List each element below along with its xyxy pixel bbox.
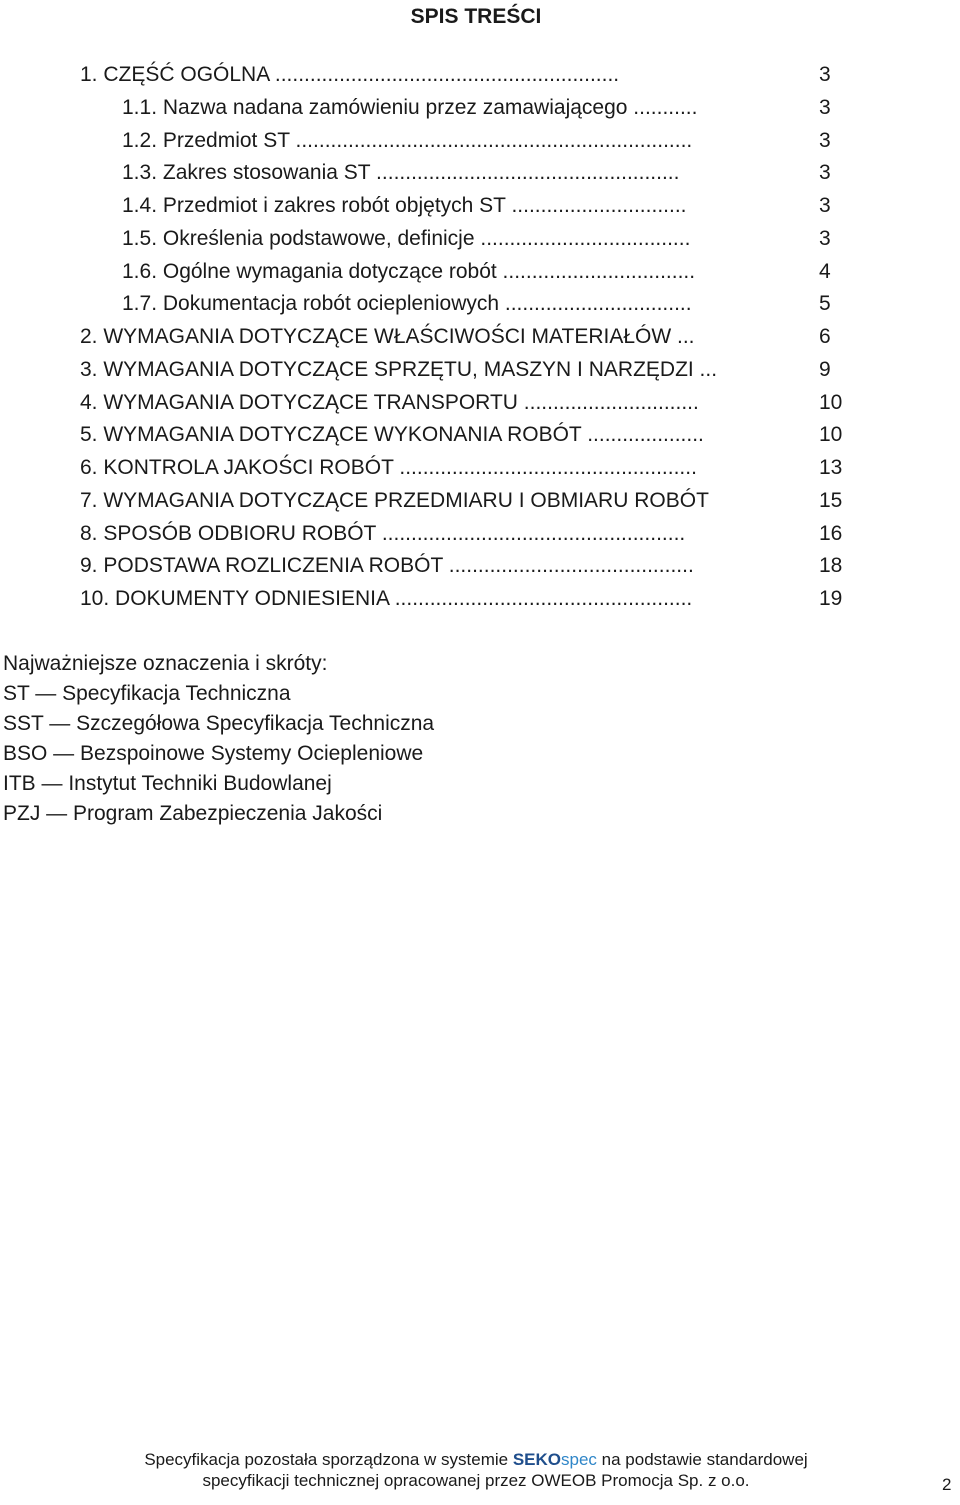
abbreviation-item: BSO — Bezspoinowe Systemy Ociepleniowe xyxy=(3,742,424,765)
page-footer xyxy=(0,1449,952,1491)
toc-entry-page: 18 xyxy=(819,554,843,577)
toc-entry-page: 6 xyxy=(819,325,831,348)
toc-entry[interactable] xyxy=(80,552,859,580)
toc-entry-label: 1.7. Dokumentacja robót ociepleniowych ................................ xyxy=(122,292,692,315)
toc-entry-label: 3. WYMAGANIA DOTYCZĄCE SPRZĘTU, MASZYN I NARZĘDZI ... xyxy=(80,358,718,381)
toc-entry-label: 1.5. Określenia podstawowe, definicje .................................... xyxy=(122,227,691,250)
brand-logo-spec: spec xyxy=(561,1450,597,1469)
page-title: SPIS TREŚCI xyxy=(410,5,542,28)
toc-entry-page: 3 xyxy=(819,194,831,217)
toc-entry[interactable] xyxy=(80,61,859,89)
toc-entry-label: 1.4. Przedmiot i zakres robót objętych ST .............................. xyxy=(122,194,687,217)
toc-entry-page: 9 xyxy=(819,358,831,381)
toc-entry-label: 1.3. Zakres stosowania ST .................................................... xyxy=(122,161,680,184)
toc-entry-label: 1.1. Nazwa nadana zamówieniu przez zamawiającego ........... xyxy=(122,96,698,119)
toc-entry[interactable] xyxy=(80,323,859,351)
toc-entry-page: 10 xyxy=(819,391,843,414)
toc-entry[interactable] xyxy=(80,454,859,482)
toc-entry-page: 13 xyxy=(819,456,843,479)
abbreviation-item: ST — Specyfikacja Techniczna xyxy=(3,682,291,705)
toc-entry[interactable] xyxy=(80,356,859,384)
abbreviations-section xyxy=(3,649,903,829)
toc-entry[interactable] xyxy=(80,389,859,417)
toc-entry-label: 2. WYMAGANIA DOTYCZĄCE WŁAŚCIWOŚCI MATERIAŁÓW ... xyxy=(80,325,695,348)
toc-entry[interactable] xyxy=(122,159,859,187)
abbreviation-item: SST — Szczegółowa Specyfikacja Techniczna xyxy=(3,712,435,735)
abbreviations-heading: Najważniejsze oznaczenia i skróty: xyxy=(3,652,328,675)
footer-line-2: specyfikacji technicznej opracowanej przez OWEOB Promocja Sp. z o.o. xyxy=(202,1471,750,1490)
toc-entry-page: 3 xyxy=(819,63,831,86)
toc-entry-label: 6. KONTROLA JAKOŚCI ROBÓT ................................................... xyxy=(80,456,697,479)
toc-entry-page: 5 xyxy=(819,292,831,315)
toc-entry[interactable] xyxy=(80,585,859,613)
toc-entry-label: 10. DOKUMENTY ODNIESIENIA ................................................... xyxy=(80,587,693,610)
footer-text-after-brand: na podstawie standardowej xyxy=(596,1450,808,1469)
toc-entry-label: 8. SPOSÓB ODBIORU ROBÓT .................................................... xyxy=(80,522,686,545)
footer-line-1 xyxy=(0,1449,952,1470)
toc-entry-page: 3 xyxy=(819,227,831,250)
toc-entry-page: 15 xyxy=(819,489,843,512)
page-number: 2 xyxy=(942,1475,952,1494)
toc-entry-label: 4. WYMAGANIA DOTYCZĄCE TRANSPORTU .............................. xyxy=(80,391,699,414)
toc-entry[interactable] xyxy=(122,225,859,253)
abbreviation-item: ITB — Instytut Techniki Budowlanej xyxy=(3,772,332,795)
toc-entry[interactable] xyxy=(122,94,859,122)
toc-entry[interactable] xyxy=(80,487,859,515)
toc-entry-page: 3 xyxy=(819,161,831,184)
toc-entry-page: 4 xyxy=(819,260,831,283)
toc-entry-page: 16 xyxy=(819,522,843,545)
toc-entry[interactable] xyxy=(122,127,859,155)
brand-logo-seko: SEKO xyxy=(512,1450,562,1469)
toc-entry[interactable] xyxy=(122,290,859,318)
toc-entry-page: 10 xyxy=(819,423,843,446)
toc-entry-label: 1. CZĘŚĆ OGÓLNA ........................................................... xyxy=(80,63,620,86)
toc-entry-label: 1.6. Ogólne wymagania dotyczące robót ................................. xyxy=(122,260,696,283)
toc-entry-label: 5. WYMAGANIA DOTYCZĄCE WYKONANIA ROBÓT .................... xyxy=(80,423,704,446)
toc-entry[interactable] xyxy=(80,520,859,548)
toc-entry-label: 1.2. Przedmiot ST .................................................................... xyxy=(122,129,693,152)
toc-entry-page: 3 xyxy=(819,129,831,152)
footer-text-before-brand: Specyfikacja pozostała sporządzona w systemie xyxy=(144,1450,513,1469)
toc-entry[interactable] xyxy=(122,258,859,286)
abbreviation-item: PZJ — Program Zabezpieczenia Jakości xyxy=(3,802,383,825)
toc-entry-label: 9. PODSTAWA ROZLICZENIA ROBÓT .......................................... xyxy=(80,554,694,577)
toc-entry-page: 19 xyxy=(819,587,843,610)
toc-entry[interactable] xyxy=(122,192,859,220)
toc-entry-label: 7. WYMAGANIA DOTYCZĄCE PRZEDMIARU I OBMIARU ROBÓT xyxy=(80,489,709,512)
toc-entry[interactable] xyxy=(80,421,859,449)
toc-entry-page: 3 xyxy=(819,96,831,119)
